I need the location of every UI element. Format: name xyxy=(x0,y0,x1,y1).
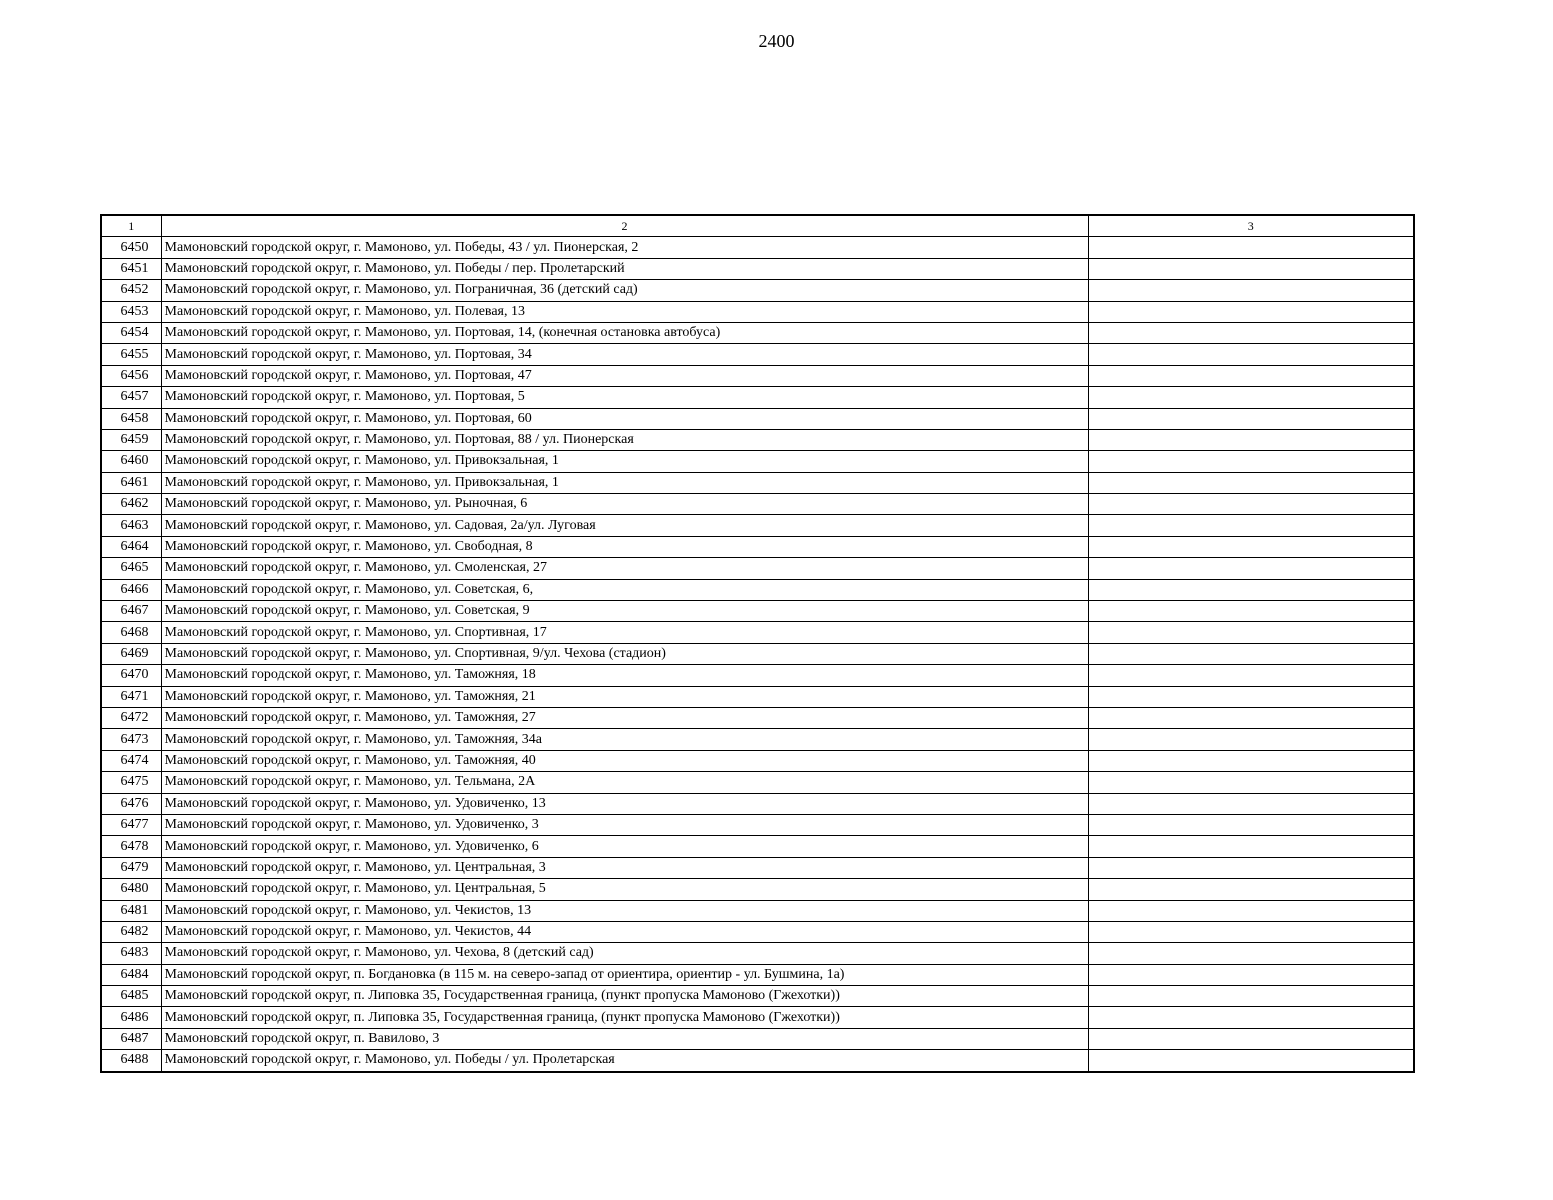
address-cell: Мамоновский городской округ, г. Мамоново, ул. Удовиченко, 6 xyxy=(161,836,1088,857)
row-number-cell: 6456 xyxy=(101,365,161,386)
column-3-cell xyxy=(1088,857,1414,878)
table-row xyxy=(101,921,1414,942)
row-number-cell: 6477 xyxy=(101,814,161,835)
address-cell: Мамоновский городской округ, г. Мамоново, ул. Чекистов, 13 xyxy=(161,900,1088,921)
column-3-cell xyxy=(1088,729,1414,750)
column-3-cell xyxy=(1088,665,1414,686)
address-cell: Мамоновский городской округ, г. Мамоново, ул. Таможняя, 40 xyxy=(161,750,1088,771)
table-row xyxy=(101,686,1414,707)
column-3-cell xyxy=(1088,365,1414,386)
column-header-2: 2 xyxy=(161,215,1088,237)
row-number-cell: 6470 xyxy=(101,665,161,686)
table-row xyxy=(101,558,1414,579)
address-cell: Мамоновский городской округ, г. Мамоново, ул. Спортивная, 9/ул. Чехова (стадион) xyxy=(161,643,1088,664)
column-3-cell xyxy=(1088,772,1414,793)
address-cell: Мамоновский городской округ, г. Мамоново, ул. Тельмана, 2А xyxy=(161,772,1088,793)
column-3-cell xyxy=(1088,494,1414,515)
table-row xyxy=(101,1007,1414,1028)
row-number-cell: 6482 xyxy=(101,921,161,942)
table-row xyxy=(101,793,1414,814)
column-3-cell xyxy=(1088,943,1414,964)
address-cell: Мамоновский городской округ, г. Мамоново, ул. Советская, 9 xyxy=(161,601,1088,622)
table-row xyxy=(101,943,1414,964)
column-3-cell xyxy=(1088,280,1414,301)
table-row xyxy=(101,964,1414,985)
address-table xyxy=(100,214,1415,1073)
table-row xyxy=(101,900,1414,921)
column-3-cell xyxy=(1088,258,1414,279)
row-number-cell: 6458 xyxy=(101,408,161,429)
row-number-cell: 6472 xyxy=(101,707,161,728)
address-cell: Мамоновский городской округ, г. Мамоново, ул. Портовая, 34 xyxy=(161,344,1088,365)
row-number-cell: 6481 xyxy=(101,900,161,921)
table-row xyxy=(101,750,1414,771)
address-cell: Мамоновский городской округ, г. Мамоново, ул. Победы, 43 / ул. Пионерская, 2 xyxy=(161,237,1088,258)
row-number-cell: 6467 xyxy=(101,601,161,622)
row-number-cell: 6485 xyxy=(101,986,161,1007)
row-number-cell: 6451 xyxy=(101,258,161,279)
address-cell: Мамоновский городской округ, г. Мамоново, ул. Спортивная, 17 xyxy=(161,622,1088,643)
address-cell: Мамоновский городской округ, г. Мамоново, ул. Таможняя, 21 xyxy=(161,686,1088,707)
column-3-cell xyxy=(1088,322,1414,343)
column-3-cell xyxy=(1088,579,1414,600)
table-row xyxy=(101,643,1414,664)
column-3-cell xyxy=(1088,536,1414,557)
row-number-cell: 6453 xyxy=(101,301,161,322)
column-3-cell xyxy=(1088,472,1414,493)
table-row xyxy=(101,729,1414,750)
address-cell: Мамоновский городской округ, г. Мамоново, ул. Свободная, 8 xyxy=(161,536,1088,557)
table-row xyxy=(101,258,1414,279)
row-number-cell: 6488 xyxy=(101,1050,161,1072)
column-3-cell xyxy=(1088,301,1414,322)
table-row xyxy=(101,322,1414,343)
column-3-cell xyxy=(1088,707,1414,728)
table-row xyxy=(101,857,1414,878)
table-row xyxy=(101,707,1414,728)
address-cell: Мамоновский городской округ, г. Мамоново, ул. Центральная, 3 xyxy=(161,857,1088,878)
table-row xyxy=(101,836,1414,857)
column-3-cell xyxy=(1088,879,1414,900)
table-row xyxy=(101,451,1414,472)
row-number-cell: 6460 xyxy=(101,451,161,472)
column-3-cell xyxy=(1088,408,1414,429)
table-row xyxy=(101,494,1414,515)
table-row xyxy=(101,772,1414,793)
column-3-cell xyxy=(1088,1050,1414,1072)
row-number-cell: 6459 xyxy=(101,429,161,450)
address-cell: Мамоновский городской округ, г. Мамоново, ул. Таможняя, 18 xyxy=(161,665,1088,686)
address-cell: Мамоновский городской округ, г. Мамоново, ул. Рыночная, 6 xyxy=(161,494,1088,515)
table-row xyxy=(101,601,1414,622)
column-3-cell xyxy=(1088,814,1414,835)
column-3-cell xyxy=(1088,921,1414,942)
table-row xyxy=(101,365,1414,386)
row-number-cell: 6487 xyxy=(101,1028,161,1049)
address-cell: Мамоновский городской округ, г. Мамоново, ул. Центральная, 5 xyxy=(161,879,1088,900)
row-number-cell: 6475 xyxy=(101,772,161,793)
address-cell: Мамоновский городской округ, г. Мамоново, ул. Смоленская, 27 xyxy=(161,558,1088,579)
column-3-cell xyxy=(1088,836,1414,857)
column-header-3: 3 xyxy=(1088,215,1414,237)
column-3-cell xyxy=(1088,622,1414,643)
address-cell: Мамоновский городской округ, г. Мамоново, ул. Портовая, 60 xyxy=(161,408,1088,429)
address-cell: Мамоновский городской округ, г. Мамоново, ул. Портовая, 47 xyxy=(161,365,1088,386)
column-3-cell xyxy=(1088,1007,1414,1028)
column-3-cell xyxy=(1088,515,1414,536)
column-3-cell xyxy=(1088,986,1414,1007)
table-row xyxy=(101,986,1414,1007)
row-number-cell: 6454 xyxy=(101,322,161,343)
row-number-cell: 6468 xyxy=(101,622,161,643)
table-row xyxy=(101,515,1414,536)
address-cell: Мамоновский городской округ, г. Мамоново, ул. Портовая, 5 xyxy=(161,387,1088,408)
row-number-cell: 6465 xyxy=(101,558,161,579)
table-body xyxy=(101,215,1414,1072)
column-3-cell xyxy=(1088,900,1414,921)
column-3-cell xyxy=(1088,237,1414,258)
row-number-cell: 6450 xyxy=(101,237,161,258)
column-3-cell xyxy=(1088,750,1414,771)
row-number-cell: 6478 xyxy=(101,836,161,857)
column-3-cell xyxy=(1088,558,1414,579)
table-row xyxy=(101,429,1414,450)
table-row xyxy=(101,1050,1414,1072)
table-row xyxy=(101,536,1414,557)
column-3-cell xyxy=(1088,387,1414,408)
address-cell: Мамоновский городской округ, г. Мамоново, ул. Привокзальная, 1 xyxy=(161,451,1088,472)
table-row xyxy=(101,665,1414,686)
row-number-cell: 6452 xyxy=(101,280,161,301)
row-number-cell: 6483 xyxy=(101,943,161,964)
row-number-cell: 6461 xyxy=(101,472,161,493)
address-cell: Мамоновский городской округ, г. Мамоново, ул. Победы / ул. Пролетарская xyxy=(161,1050,1088,1072)
column-3-cell xyxy=(1088,964,1414,985)
page-number: 2400 xyxy=(758,31,795,51)
column-3-cell xyxy=(1088,344,1414,365)
table-row xyxy=(101,344,1414,365)
address-cell: Мамоновский городской округ, г. Мамоново, ул. Пограничная, 36 (детский сад) xyxy=(161,280,1088,301)
table-row xyxy=(101,814,1414,835)
table-row xyxy=(101,622,1414,643)
address-cell: Мамоновский городской округ, г. Мамоново, ул. Удовиченко, 13 xyxy=(161,793,1088,814)
column-3-cell xyxy=(1088,451,1414,472)
row-number-cell: 6457 xyxy=(101,387,161,408)
row-number-cell: 6474 xyxy=(101,750,161,771)
row-number-cell: 6473 xyxy=(101,729,161,750)
column-3-cell xyxy=(1088,793,1414,814)
table-row xyxy=(101,879,1414,900)
column-3-cell xyxy=(1088,1028,1414,1049)
table-row xyxy=(101,387,1414,408)
row-number-cell: 6471 xyxy=(101,686,161,707)
table-row xyxy=(101,237,1414,258)
row-number-cell: 6466 xyxy=(101,579,161,600)
table-row xyxy=(101,1028,1414,1049)
row-number-cell: 6484 xyxy=(101,964,161,985)
row-number-cell: 6462 xyxy=(101,494,161,515)
address-cell: Мамоновский городской округ, п. Богдановка (в 115 м. на северо-запад от ориентира, ориентир - ул. Бушмина, 1а) xyxy=(161,964,1088,985)
address-cell: Мамоновский городской округ, г. Мамоново, ул. Удовиченко, 3 xyxy=(161,814,1088,835)
address-cell: Мамоновский городской округ, п. Вавилово, 3 xyxy=(161,1028,1088,1049)
address-cell: Мамоновский городской округ, г. Мамоново, ул. Таможняя, 27 xyxy=(161,707,1088,728)
address-cell: Мамоновский городской округ, г. Мамоново, ул. Победы / пер. Пролетарский xyxy=(161,258,1088,279)
address-cell: Мамоновский городской округ, п. Липовка 35, Государственная граница, (пункт пропуска Мамоново (Гжехотки)) xyxy=(161,1007,1088,1028)
address-cell: Мамоновский городской округ, г. Мамоново, ул. Чекистов, 44 xyxy=(161,921,1088,942)
column-header-1: 1 xyxy=(101,215,161,237)
column-3-cell xyxy=(1088,601,1414,622)
address-cell: Мамоновский городской округ, г. Мамоново, ул. Таможняя, 34а xyxy=(161,729,1088,750)
table-row xyxy=(101,579,1414,600)
address-cell: Мамоновский городской округ, г. Мамоново, ул. Чехова, 8 (детский сад) xyxy=(161,943,1088,964)
column-3-cell xyxy=(1088,686,1414,707)
table-row xyxy=(101,280,1414,301)
column-3-cell xyxy=(1088,643,1414,664)
table-row xyxy=(101,472,1414,493)
row-number-cell: 6463 xyxy=(101,515,161,536)
column-3-cell xyxy=(1088,429,1414,450)
row-number-cell: 6480 xyxy=(101,879,161,900)
row-number-cell: 6464 xyxy=(101,536,161,557)
row-number-cell: 6486 xyxy=(101,1007,161,1028)
row-number-cell: 6479 xyxy=(101,857,161,878)
row-number-cell: 6455 xyxy=(101,344,161,365)
address-cell: Мамоновский городской округ, г. Мамоново, ул. Советская, 6, xyxy=(161,579,1088,600)
row-number-cell: 6476 xyxy=(101,793,161,814)
address-cell: Мамоновский городской округ, г. Мамоново, ул. Полевая, 13 xyxy=(161,301,1088,322)
address-cell: Мамоновский городской округ, г. Мамоново, ул. Садовая, 2а/ул. Луговая xyxy=(161,515,1088,536)
address-cell: Мамоновский городской округ, г. Мамоново, ул. Портовая, 88 / ул. Пионерская xyxy=(161,429,1088,450)
table-row xyxy=(101,301,1414,322)
table-row xyxy=(101,408,1414,429)
address-cell: Мамоновский городской округ, п. Липовка 35, Государственная граница, (пункт пропуска Мамоново (Гжехотки)) xyxy=(161,986,1088,1007)
table-header-row xyxy=(101,215,1414,237)
address-cell: Мамоновский городской округ, г. Мамоново, ул. Привокзальная, 1 xyxy=(161,472,1088,493)
address-cell: Мамоновский городской округ, г. Мамоново, ул. Портовая, 14, (конечная остановка автобуса) xyxy=(161,322,1088,343)
row-number-cell: 6469 xyxy=(101,643,161,664)
